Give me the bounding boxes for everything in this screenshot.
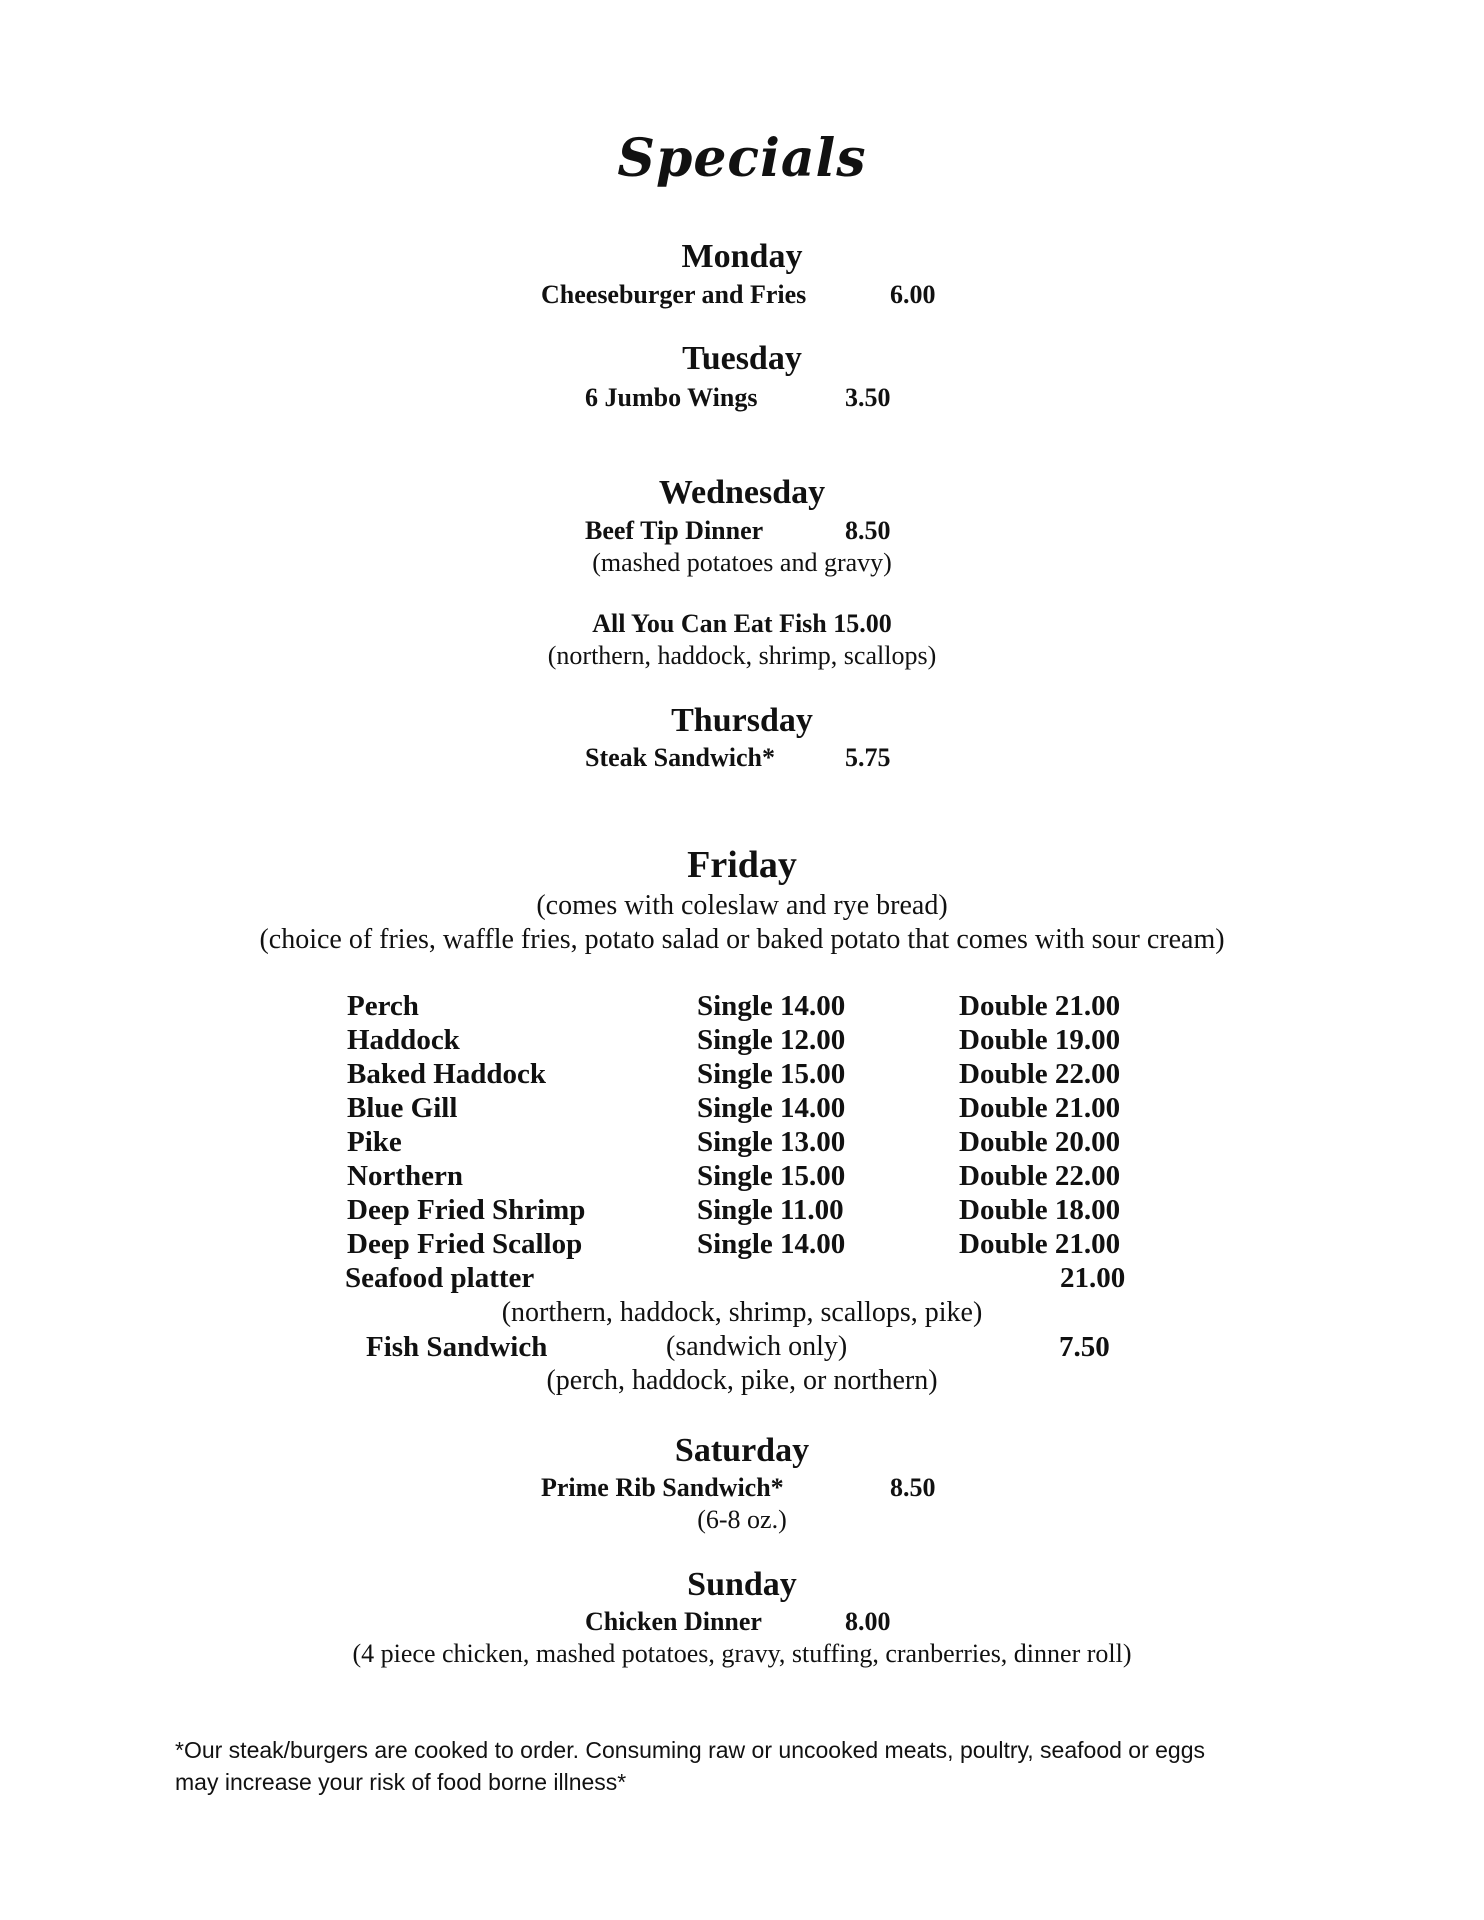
item-name: Prime Rib Sandwich* — [541, 1473, 784, 1502]
fish-name: Pike — [347, 1126, 402, 1158]
fish-name: Perch — [347, 990, 419, 1022]
day-heading-monday: Monday — [681, 238, 803, 275]
day-heading-wednesday: Wednesday — [658, 474, 826, 511]
double-price: Double 21.00 — [959, 990, 1121, 1022]
friday-note: (choice of fries, waffle fries, potato salad or baked potato that comes with sour cream) — [259, 924, 1225, 955]
day-heading-thursday: Thursday — [671, 702, 813, 739]
sandwich-price: 7.50 — [1059, 1331, 1110, 1363]
single-price: Single 14.00 — [697, 1228, 846, 1260]
sandwich-detail: (sandwich only) — [666, 1331, 848, 1362]
item-note: (4 piece chicken, mashed potatoes, gravy, stuffing, cranberries, dinner roll) — [352, 1639, 1132, 1668]
fish-name: Baked Haddock — [347, 1058, 547, 1090]
sandwich-note: (perch, haddock, pike, or northern) — [546, 1365, 938, 1396]
double-price: Double 18.00 — [959, 1194, 1121, 1226]
item-name: Steak Sandwich* — [585, 743, 775, 772]
single-price: Single 15.00 — [697, 1058, 846, 1090]
double-price: Double 22.00 — [959, 1160, 1121, 1192]
item-name: Beef Tip Dinner — [585, 516, 764, 545]
friday-note: (comes with coleslaw and rye bread) — [536, 890, 948, 921]
disclaimer-line: may increase your risk of food borne illness* — [175, 1769, 627, 1795]
item-note: (6-8 oz.) — [697, 1505, 787, 1534]
single-price: Single 14.00 — [697, 1092, 846, 1124]
item-note: (northern, haddock, shrimp, scallops) — [547, 641, 937, 670]
item-price: 8.50 — [890, 1473, 936, 1502]
fish-name: Deep Fried Shrimp — [347, 1194, 586, 1226]
fish-name: Haddock — [347, 1024, 460, 1056]
platter-note: (northern, haddock, shrimp, scallops, pike) — [501, 1297, 983, 1328]
item-price: 8.50 — [845, 516, 891, 545]
item-name: Cheeseburger and Fries — [541, 280, 807, 309]
double-price: Double 20.00 — [959, 1126, 1121, 1158]
single-price: Single 12.00 — [697, 1024, 846, 1056]
single-price: Single 14.00 — [697, 990, 846, 1022]
fish-name: Deep Fried Scallop — [347, 1228, 583, 1260]
item-price: 6.00 — [890, 280, 936, 309]
day-heading-tuesday: Tuesday — [682, 340, 802, 377]
item-note: (mashed potatoes and gravy) — [592, 548, 892, 577]
single-price: Single 13.00 — [697, 1126, 846, 1158]
fish-name: Blue Gill — [347, 1092, 458, 1124]
item-name: All You Can Eat Fish 15.00 — [592, 609, 892, 638]
item-name: 6 Jumbo Wings — [585, 383, 758, 412]
item-price: 3.50 — [845, 383, 891, 412]
double-price: Double 21.00 — [959, 1092, 1121, 1124]
double-price: Double 22.00 — [959, 1058, 1121, 1090]
page-title: Specials — [617, 128, 867, 189]
double-price: Double 19.00 — [959, 1024, 1121, 1056]
platter-name: Seafood platter — [345, 1262, 535, 1294]
platter-price: 21.00 — [1060, 1262, 1126, 1294]
item-name: Chicken Dinner — [585, 1607, 762, 1636]
day-heading-friday: Friday — [687, 844, 797, 886]
disclaimer-line: *Our steak/burgers are cooked to order. Consuming raw or uncooked meats, poultry, seafood or eggs — [175, 1737, 1206, 1763]
fish-name: Northern — [347, 1160, 463, 1192]
day-heading-saturday: Saturday — [674, 1432, 810, 1469]
sandwich-name: Fish Sandwich — [366, 1331, 548, 1363]
single-price: Single 15.00 — [697, 1160, 846, 1192]
day-heading-sunday: Sunday — [687, 1566, 797, 1603]
double-price: Double 21.00 — [959, 1228, 1121, 1260]
item-price: 8.00 — [845, 1607, 891, 1636]
single-price: Single 11.00 — [697, 1194, 844, 1226]
item-price: 5.75 — [845, 743, 891, 772]
